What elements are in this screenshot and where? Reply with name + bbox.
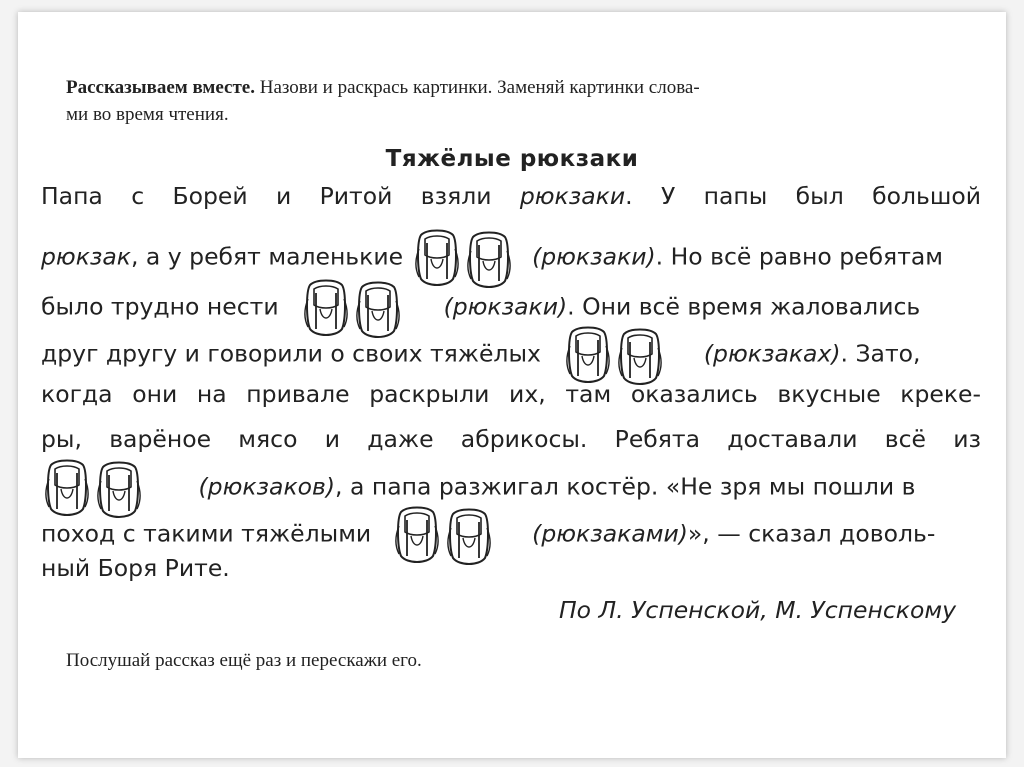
story-l2-c: (рюкзаки)	[532, 242, 656, 271]
instruction-bold: Рассказываем вместе.	[66, 77, 255, 98]
story-l1-a: Папа с Борей и Ритой взяли	[41, 182, 492, 210]
story-author: По Л. Успенской, М. Успенскому	[558, 596, 956, 624]
story-l8-a: поход с такими тяжёлыми	[41, 519, 372, 548]
story-l1-b: рюкзаки	[519, 182, 626, 210]
story-line-3	[41, 278, 921, 321]
backpack-pair-icon	[391, 505, 497, 565]
story-l2-a: рюкзак	[41, 242, 131, 271]
story-line-1	[41, 176, 981, 216]
story-line-5: когда они на привале раскрыли их, там оказались вкусные креке-	[41, 380, 981, 408]
story-l8-c: », — сказал доволь-	[687, 519, 936, 548]
story-line-9: ный Боря Рите.	[41, 554, 230, 582]
story-l4-c: . Зато,	[840, 339, 921, 368]
task-footer: Послушай рассказ ещё раз и перескажи его.	[66, 650, 422, 671]
story-l3-c: . Они всё время жаловались	[567, 292, 921, 321]
instruction-line1: Назови и раскрась картинки. Заменяй картинки слова-	[259, 77, 700, 98]
task-instruction	[66, 74, 966, 128]
story-line-8	[41, 505, 936, 548]
textbook-page	[18, 12, 1006, 758]
instruction-line2: ми во время чтения.	[66, 104, 229, 125]
story-l7-a: (рюкзаков)	[198, 472, 336, 501]
story-l3-b: (рюкзаки)	[443, 292, 568, 321]
story-l8-b: (рюкзаками)	[532, 519, 688, 548]
story-l4-b: (рюкзаках)	[703, 339, 841, 368]
story-l2-d: . Но всё равно ребятам	[655, 242, 944, 271]
story-line-2	[41, 228, 944, 271]
story-line-4	[41, 325, 921, 368]
story-title: Тяжёлые рюкзаки	[385, 146, 639, 172]
story-l4-a: друг другу и говорили о своих тяжёлых	[41, 339, 541, 368]
story-l2-b: , а у ребят маленькие	[130, 242, 404, 271]
story-line-7	[41, 458, 916, 501]
story-l7-b: , а папа разжигал костёр. «Не зря мы пошли в	[335, 472, 916, 501]
story-l1-c: . У папы был большой	[625, 182, 981, 210]
story-l3-a: было трудно нести	[41, 292, 279, 321]
story-line-6: ры, варёное мясо и даже абрикосы. Ребята доставали всё из	[41, 425, 981, 453]
